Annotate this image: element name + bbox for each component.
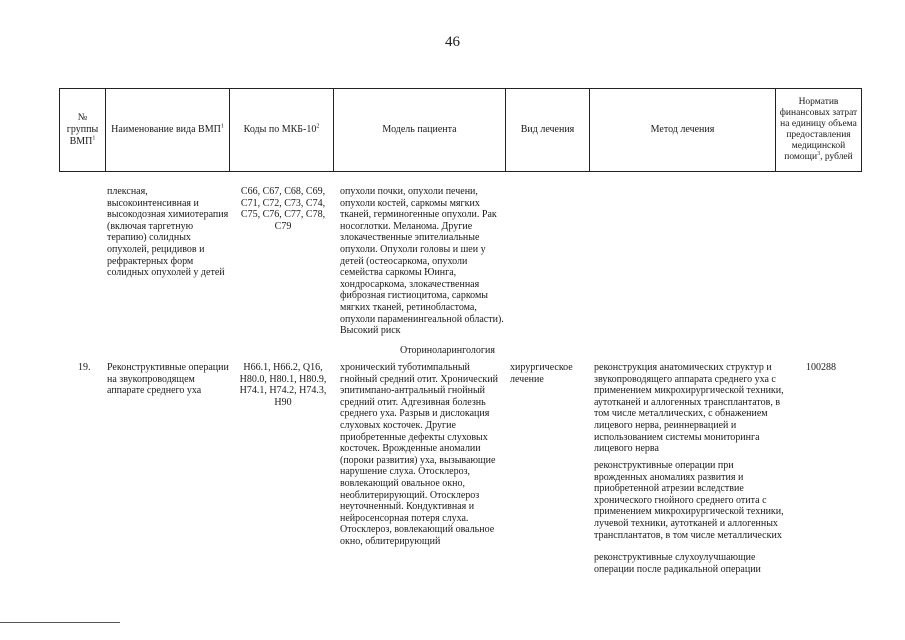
row-number: 19. [78,362,91,373]
footer-rule [0,622,120,623]
table-header [59,88,862,172]
row-cost: 100288 [806,362,836,373]
header-cost-norm: Норматив финансовых затрат на единицу объема предоставления медицинской помощи$^3$, рублей [776,89,862,172]
continuation-patient-model: опухоли почки, опухоли печени, опухоли костей, саркомы мягких тканей, герминогенные опухоли. Рак носоглотки. Меланома. Другие злокачественные эпителиальные опухоли. Опухоли головы и шеи у детей (остеосаркома, опухоли семейства саркомы Юинга, хондросаркома, злокачественная фиброзная гистиоцитома, саркомы мягких тканей, ретинобластома, опухоли параменингеальной области). Высокий риск [340,186,504,337]
header-vmp-name: Наименование вида ВМП$^1$ [106,89,230,172]
row-treatment-method-3: реконструктивные слухоулучшающие операции после радикальной операции [594,552,761,575]
row-patient-model: хронический туботимпальный гнойный средний отит. Хронический эпитимпано-антральный гнойный средний отит. Адгезивная болезнь среднего уха. Разрыв и дислокация слуховых косточек. Другие приобретенные дефекты слуховых косточек. Врожденные аномалии (пороки развития) уха, вызывающие нарушение слуха. Отосклероз, вовлекающий овальное окно, необлитерирующий. Отосклероз неуточненный. Кондуктивная и нейросенсорная потеря слуха. Отосклероз, вовлекающий овальное окно, облитерирующий [340,362,498,547]
row-icd-codes: Н66.1, Н66.2, Q16, Н80.0, Н80.1, Н80.9, Н74.1, Н74.2, Н74.3, Н90 [239,362,327,408]
page-number: 46 [445,34,460,50]
continuation-icd-codes: С66, С67, С68, С69, С71, С72, С73, С74, С75, С76, С77, С78, С79 [240,186,326,232]
row-treatment-method-2: реконструктивные операции при врожденных аномалиях развития и приобретенной атрезии вследствие хронического гнойного среднего отита с применением микрохирургической техники, лучевой техники, аутотканей и аллогенных трансплантатов, в том числе металлических [594,460,784,541]
header-icd-codes: Коды по МКБ-$10^2$ [230,89,334,172]
row-treatment-type: хирургическое лечение [510,362,573,385]
continuation-vmp-name: плексная, высокоинтенсивная и высокодозная химиотерапия (включая таргетную терапию) солидных опухолей, рецидивов и рефрактерных форм солидных опухолей у детей [107,186,229,279]
header-treatment-type: Вид лечения [506,89,590,172]
section-title: Оториноларингология [400,345,495,356]
row-treatment-method-1: реконструкция анатомических структур и звукопроводящего аппарата среднего уха с применением микрохирургической техники, аутотканей и аллогенных трансплантатов, в том числе металлических, с обнажением лицевого нерва, реиннервацией и использованием системы мониторинга лицевого нерва [594,362,784,455]
header-group-number: № группы ВМП$^1$ [60,89,106,172]
row-vmp-name: Реконструктивные операции на звукопроводящем аппарате среднего уха [107,362,229,397]
header-patient-model: Модель пациента [334,89,506,172]
header-treatment-method: Метод лечения [590,89,776,172]
